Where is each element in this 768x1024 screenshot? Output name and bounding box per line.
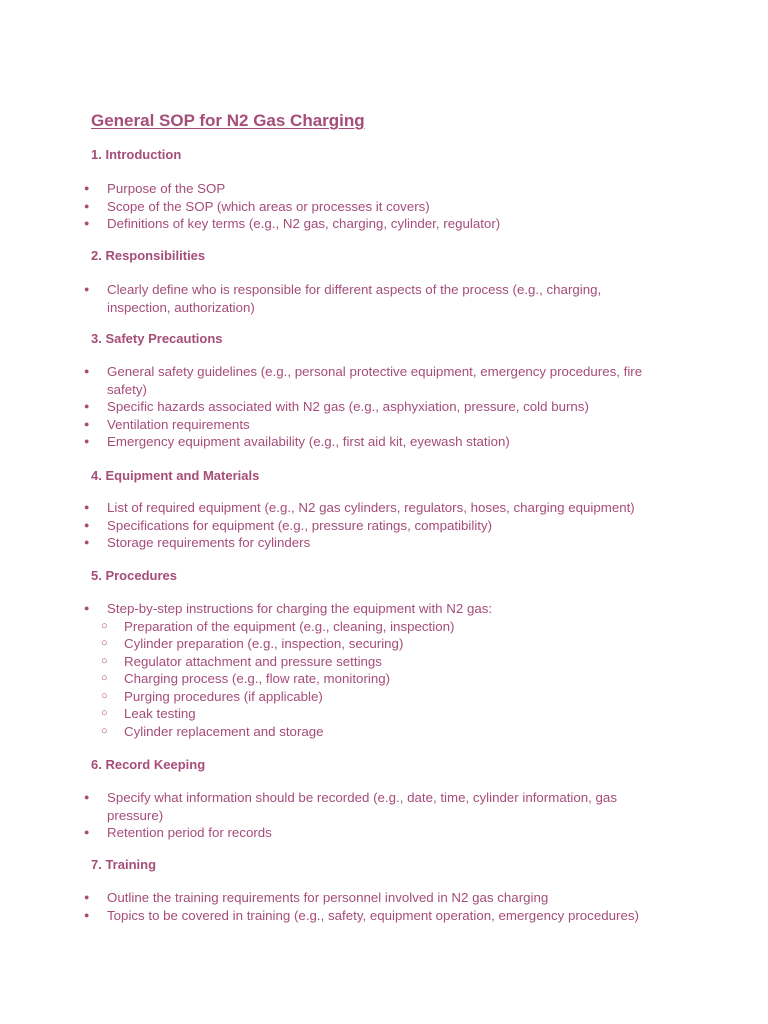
- section-heading-responsibilities: 2. Responsibilities: [91, 248, 206, 263]
- document-title: General SOP for N2 Gas Charging: [91, 111, 365, 130]
- list-item: ● Emergency equipment availability (e.g., first aid kit, eyewash station): [0, 433, 667, 451]
- section-list-procedures: [0, 600, 667, 740]
- list-item: ● Definitions of key terms (e.g., N2 gas, charging, cylinder, regulator): [0, 215, 667, 233]
- sub-list-item: ○ Leak testing: [0, 705, 667, 723]
- section-list-responsibilities: [0, 281, 667, 316]
- list-item: ● Storage requirements for cylinders: [0, 534, 667, 552]
- sub-list-item: ○ Cylinder replacement and storage: [0, 723, 667, 741]
- section-list-safety-precautions: [0, 363, 667, 451]
- section-heading-equipment-and-materials: 4. Equipment and Materials: [91, 468, 260, 483]
- list-item: ● Scope of the SOP (which areas or processes it covers): [0, 198, 667, 216]
- section-heading-training: 7. Training: [91, 857, 157, 872]
- sub-list-item: ○ Cylinder preparation (e.g., inspection, securing): [0, 635, 667, 653]
- section-heading-procedures: 5. Procedures: [91, 568, 177, 583]
- list-item: ● General safety guidelines (e.g., personal protective equipment, emergency procedures, fire safety): [0, 363, 667, 398]
- list-item: ● Ventilation requirements: [0, 416, 667, 434]
- list-item: ● Retention period for records: [0, 824, 667, 842]
- section-list-training: [0, 889, 667, 924]
- list-item: ● Step-by-step instructions for charging the equipment with N2 gas:: [0, 600, 667, 618]
- list-item: ● Outline the training requirements for personnel involved in N2 gas charging: [0, 889, 667, 907]
- sub-list-item: ○ Preparation of the equipment (e.g., cleaning, inspection): [0, 618, 667, 636]
- section-list-equipment-and-materials: [0, 499, 667, 552]
- list-item: ● Specify what information should be recorded (e.g., date, time, cylinder information, gas pressure): [0, 789, 667, 824]
- section-heading-introduction: 1. Introduction: [91, 147, 182, 162]
- section-heading-safety-precautions: 3. Safety Precautions: [91, 331, 223, 346]
- sub-list-item: ○ Regulator attachment and pressure settings: [0, 653, 667, 671]
- list-item: ● Specifications for equipment (e.g., pressure ratings, compatibility): [0, 517, 667, 535]
- sub-list-item: ○ Purging procedures (if applicable): [0, 688, 667, 706]
- section-heading-record-keeping: 6. Record Keeping: [91, 757, 206, 772]
- sub-list-item: ○ Charging process (e.g., flow rate, monitoring): [0, 670, 667, 688]
- list-item: ● List of required equipment (e.g., N2 gas cylinders, regulators, hoses, charging equipment): [0, 499, 667, 517]
- section-list-introduction: [0, 180, 667, 233]
- list-item: ● Purpose of the SOP: [0, 180, 667, 198]
- list-item: ● Specific hazards associated with N2 gas (e.g., asphyxiation, pressure, cold burns): [0, 398, 667, 416]
- section-list-record-keeping: [0, 789, 667, 842]
- list-item: ● Clearly define who is responsible for different aspects of the process (e.g., charging, inspection, authorization): [0, 281, 667, 316]
- list-item: ● Topics to be covered in training (e.g., safety, equipment operation, emergency procedures): [0, 907, 667, 925]
